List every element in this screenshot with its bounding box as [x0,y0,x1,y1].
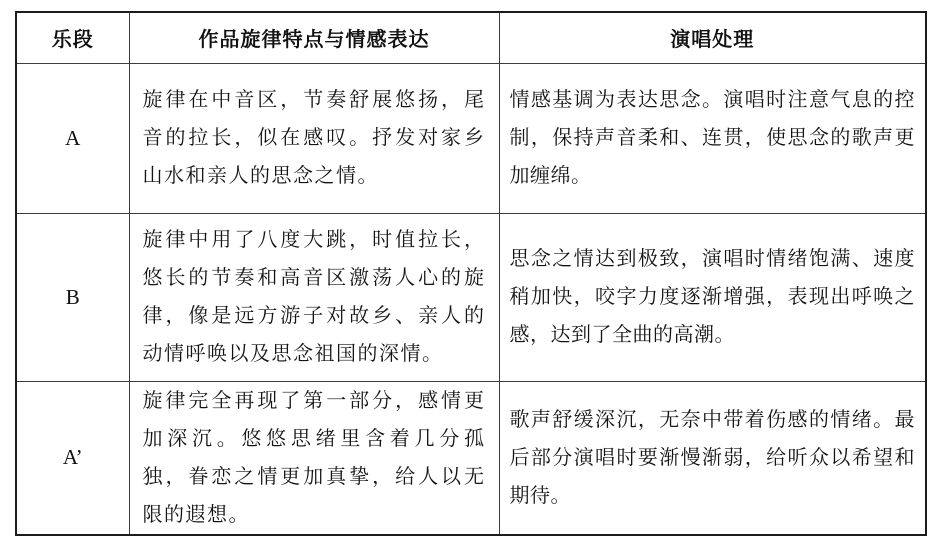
performance-cell-b [499,213,926,381]
table-row-a-prime [16,381,926,535]
header-cell-section: 乐段 [16,12,129,63]
table-header [16,12,926,63]
melody-text-a: 旋律在中音区，节奏舒展悠扬，尾音的拉长，似在感叹。抒发对家乡山水和亲人的思念之情。 [142,89,486,187]
section-label-a: A [16,63,129,213]
header-row [16,12,926,63]
performance-text-a: 情感基调为表达思念。演唱时注意气息的控制，保持声音柔和、连贯，使思念的歌声更加缠绵。 [509,89,915,187]
header-cell-melody: 作品旋律特点与情感表达 [129,12,499,63]
performance-text-b: 思念之情达到极致，演唱时情绪饱满、速度稍加快，咬字力度逐渐增强，表现出呼唤之感，达到了全曲的高潮。 [509,248,915,346]
melody-cell-a [129,63,499,213]
melody-cell-a-prime [129,381,499,535]
performance-text-a-prime: 歌声舒缓深沉，无奈中带着伤感的情绪。最后部分演唱时要渐慢渐弱，给听众以希望和期待。 [509,408,915,507]
music-sections-table [15,11,927,536]
performance-cell-a-prime [499,381,926,535]
melody-cell-b [129,213,499,381]
melody-text-b: 旋律中用了八度大跳，时值拉长，悠长的节奏和高音区激荡人心的旋律，像是远方游子对故乡、亲人的动情呼唤以及思念祖国的深情。 [142,229,486,365]
table-row-a [16,63,926,213]
section-label-b: B [16,213,129,381]
table-body [16,63,926,535]
melody-text-a-prime: 旋律完全再现了第一部分，感情更加深沉。悠悠思绪里含着几分孤独，眷恋之情更加真挚，给人以无限的遐想。 [142,389,486,526]
performance-cell-a [499,63,926,213]
section-label-a-prime: A’ [16,381,129,535]
header-cell-performance: 演唱处理 [499,12,926,63]
table-row-b [16,213,926,381]
